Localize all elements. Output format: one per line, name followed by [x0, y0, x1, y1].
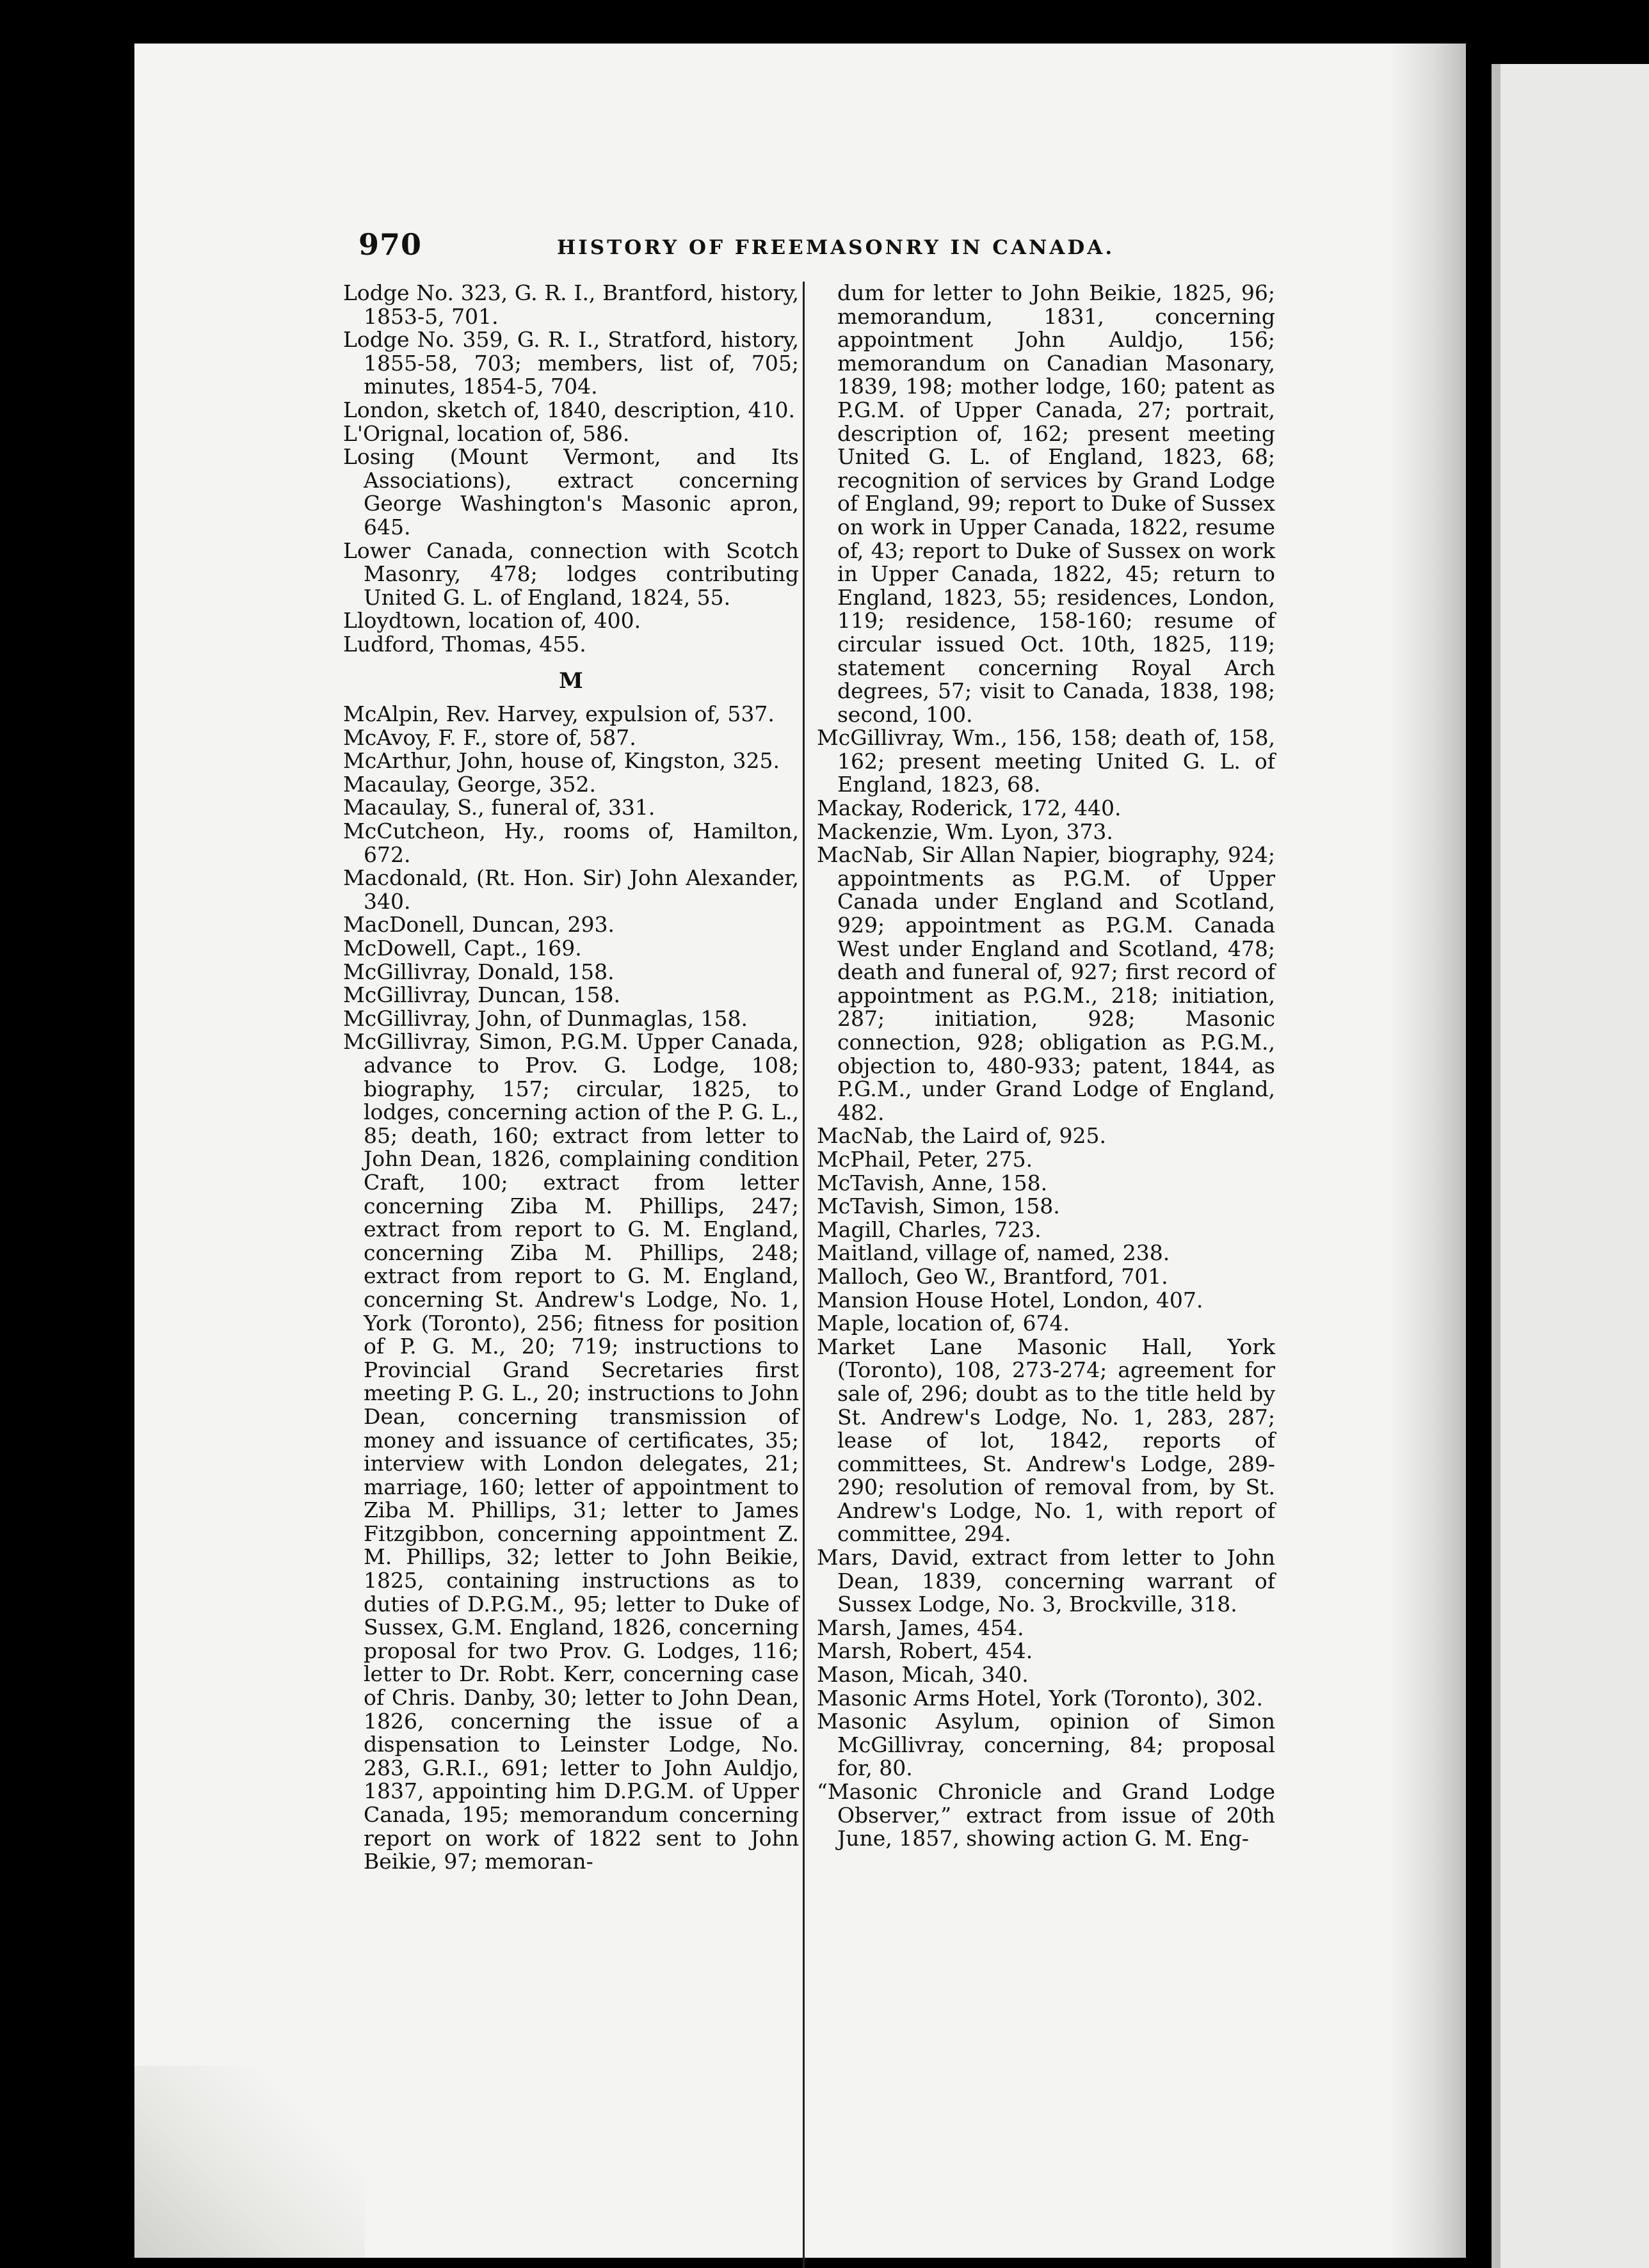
index-entry: L'Orignal, location of, 586.: [343, 420, 630, 446]
index-entry: McDowell, Capt., 169.: [343, 936, 582, 961]
index-entry: McTavish, Anne, 158.: [817, 1170, 1048, 1195]
index-entry: McGillivray, Donald, 158.: [343, 959, 615, 984]
index-entry: Maple, location of, 674.: [817, 1311, 1070, 1336]
page-worn-corner: [134, 2066, 365, 2258]
index-entry: Macaulay, S., funeral of, 331.: [343, 795, 656, 820]
index-entry: Losing (Mount Vermont, and Its Associations), extract concerning George Washington's Masonic apron, 645.: [343, 444, 799, 539]
page-shadow: [1389, 44, 1466, 2258]
index-entry: Lloydtown, location of, 400.: [343, 608, 641, 634]
index-entry: Malloch, Geo W., Brantford, 701.: [817, 1263, 1168, 1289]
index-entry: MacNab, the Laird of, 925.: [817, 1123, 1107, 1149]
index-entry: McPhail, Peter, 275.: [817, 1146, 1033, 1172]
facing-page-edge: [1492, 64, 1500, 2268]
index-entry: MacNab, Sir Allan Napier, biography, 924; appointments as P.G.M. of Upper Canada under England and Scotland, 929; appointment as P.G.M. Canada West under England and Scotland, 478; death and funeral of, 927; first record of appointment as P.G.M., 218; initiation, 287; initiation, 928; Masonic connection, 928; obligation as P.G.M., objection to, 480-933; patent, 1844, as P.G.M., under Grand Lodge of England, 482.: [817, 842, 1275, 1125]
index-entry: London, sketch of, 1840, description, 410.: [343, 397, 795, 422]
index-entry: Lodge No. 359, G. R. I., Stratford, history, 1855-58, 703; members, list of, 705; minutes, 1854-5, 704.: [343, 327, 799, 399]
index-entry: Lodge No. 323, G. R. I., Brantford, history, 1853-5, 701.: [343, 280, 799, 329]
index-entry: Marsh, Robert, 454.: [817, 1638, 1033, 1664]
page-number: 970: [358, 227, 422, 262]
index-entry: Mackay, Roderick, 172, 440.: [817, 795, 1122, 821]
index-entry: McGillivray, Simon, P.G.M. Upper Canada, advance to Prov. G. Lodge, 108; biography, 157; circular, 1825, to lodges, concerning action of the P. G. L., 85; death, 160; extract from letter to John Dean, 1826, complaining condition Craft, 100; extract from letter concerning Ziba M. Phillips, 247; extract from report to G. M. England, concerning Ziba M. Phillips, 248; extract from report to G. M. England, concerning St. Andrew's Lodge, No. 1, York (Toronto), 256; fitness for position of P. G. M., 20; 719; instructions to Provincial Grand Secretaries first meeting P. G. L., 20; instructions to John Dean, concerning transmission of money and issuance of certificates, 35; interview with London delegates, 21; marriage, 160; letter of appointment to Ziba M. Phillips, 31; letter to James Fitzgibbon, concerning appointment Z. M. Phillips, 32; letter to John Beikie, 1825, containing instructions as to duties of D.P.G.M., 95; letter to Duke of Sussex, G.M. England, 1826, concerning proposal for two Prov. G. Lodges, 116; letter to Dr. Robt. Kerr, concerning case of Chris. Danby, 30; letter to John Dean, 1826, concerning the issue of a dispensation to Leinster Lodge, No. 283, G.R.I., 691; letter to John Auldjo, 1837, appointing him D.P.G.M. of Upper Canada, 195; memorandum concerning report on work of 1822 sent to John Beikie, 97; memoran-: [343, 1029, 799, 1874]
index-entry: Macaulay, George, 352.: [343, 771, 596, 797]
column-divider: [803, 282, 805, 2268]
index-column-left: [343, 282, 799, 1874]
index-entry: Magill, Charles, 723.: [817, 1217, 1042, 1242]
index-entry: McArthur, John, house of, Kingston, 325.: [343, 748, 780, 774]
index-entry: McCutcheon, Hy., rooms of, Hamilton, 672.: [343, 819, 799, 867]
index-entry: McAlpin, Rev. Harvey, expulsion of, 537.: [343, 701, 775, 727]
index-entry: “Masonic Chronicle and Grand Lodge Observer,” extract from issue of 20th June, 1857, showing action G. M. Eng-: [817, 1779, 1275, 1851]
index-entry: dum for letter to John Beikie, 1825, 96; memorandum, 1831, concerning appointment John Auldjo, 156; memorandum on Canadian Masonary, 1839, 198; mother lodge, 160; patent as P.G.M. of Upper Canada, 27; portrait, description of, 162; present meeting United G. L. of England, 1823, 68; recognition of services by Grand Lodge of England, 99; report to Duke of Sussex on work in Upper Canada, 1822, resume of, 43; report to Duke of Sussex on work in Upper Canada, 1822, 45; return to England, 1823, 55; residences, London, 119; residence, 158-160; resume of circular issued Oct. 10th, 1825, 119; statement concerning Royal Arch degrees, 57; visit to Canada, 1838, 198; second, 100.: [837, 280, 1275, 727]
facing-page: [1492, 64, 1649, 2268]
index-entry: McGillivray, Wm., 156, 158; death of, 158, 162; present meeting United G. L. of England, 1823, 68.: [817, 725, 1275, 797]
index-entry: Maitland, village of, named, 238.: [817, 1240, 1170, 1266]
page-header: [358, 227, 1267, 266]
index-entry: Lower Canada, connection with Scotch Masonry, 478; lodges contributing United G. L. of England, 1824, 55.: [343, 538, 799, 610]
index-entry: McTavish, Simon, 158.: [817, 1194, 1060, 1219]
index-entry: McGillivray, John, of Dunmaglas, 158.: [343, 1005, 748, 1031]
index-entry: Masonic Asylum, opinion of Simon McGillivray, concerning, 84; proposal for, 80.: [817, 1709, 1275, 1781]
index-entry: Mason, Micah, 340.: [817, 1662, 1029, 1688]
index-entry: MacDonell, Duncan, 293.: [343, 912, 615, 938]
index-entry: Mackenzie, Wm. Lyon, 373.: [817, 819, 1113, 844]
index-entry: McAvoy, F. F., store of, 587.: [343, 724, 636, 750]
index-entry: Ludford, Thomas, 455.: [343, 631, 586, 657]
index-entry: Marsh, James, 454.: [817, 1615, 1024, 1640]
letter-heading: M: [559, 667, 583, 694]
index-entry: Masonic Arms Hotel, York (Toronto), 302.: [817, 1685, 1263, 1711]
index-entry: Market Lane Masonic Hall, York (Toronto), 108, 273-274; agreement for sale of, 296; doubt as to the title held by St. Andrew's Lodge, No. 1, 283, 287; lease of lot, 1842, reports of committees, St. Andrew's Lodge, 289-290; resolution of removal from, by St. Andrew's Lodge, No. 1, with report of committee, 294.: [817, 1334, 1275, 1547]
index-column-right: [817, 282, 1275, 1851]
index-entry: Macdonald, (Rt. Hon. Sir) John Alexander, 340.: [343, 865, 799, 914]
index-entry: Mansion House Hotel, London, 407.: [817, 1287, 1203, 1313]
running-head: HISTORY OF FREEMASONRY IN CANADA.: [557, 236, 1115, 259]
index-entry: McGillivray, Duncan, 158.: [343, 982, 621, 1008]
index-entry: Mars, David, extract from letter to John Dean, 1839, concerning warrant of Sussex Lodge, No. 3, Brockville, 318.: [817, 1545, 1275, 1617]
